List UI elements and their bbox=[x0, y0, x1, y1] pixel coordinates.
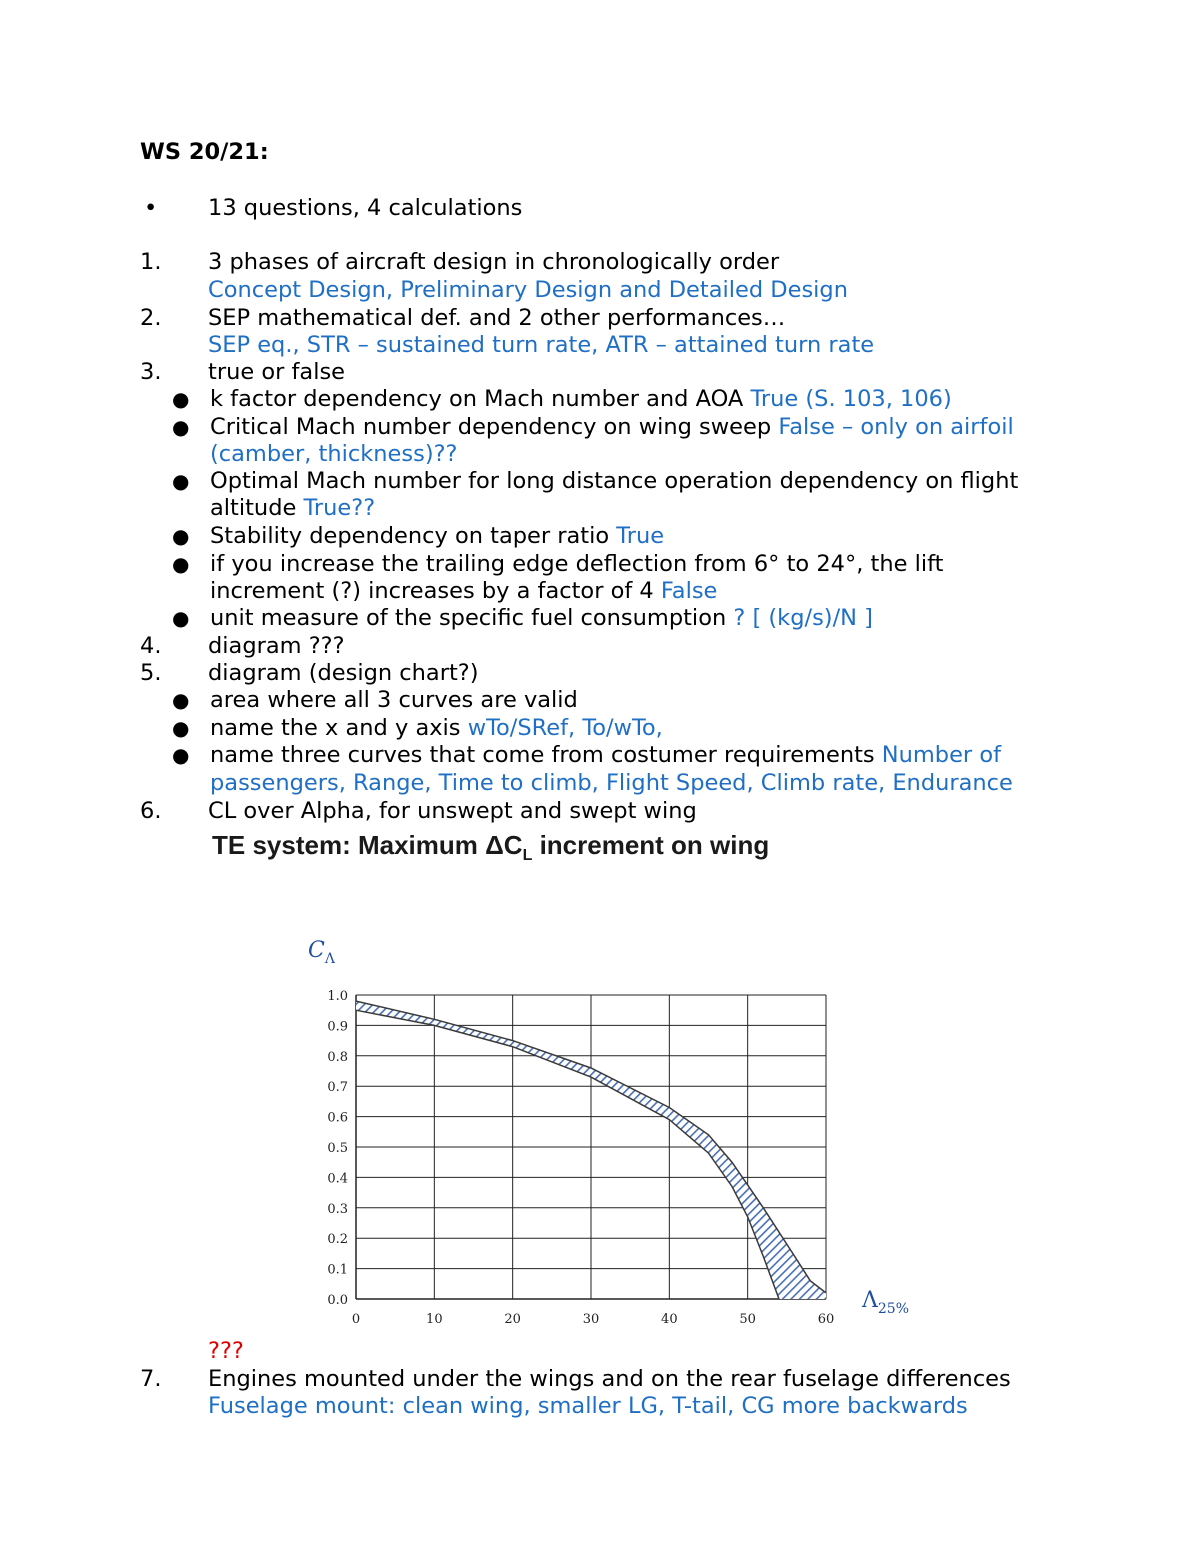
q5-item-1: area where all 3 curves are valid bbox=[210, 687, 578, 713]
chart-x-tick-label: 60 bbox=[817, 1312, 835, 1327]
q1-text: 3 phases of aircraft design in chronologically order bbox=[208, 249, 780, 275]
summary-bullet: • bbox=[144, 195, 158, 221]
chart-y-tick-label: 0.9 bbox=[327, 1019, 348, 1035]
q3-item-5-question: if you increase the trailing edge deflection from 6° to 24°, the lift bbox=[210, 551, 944, 577]
q5-item-3-answer: Number of bbox=[881, 742, 1002, 768]
chart-x-label-main: Λ bbox=[862, 1288, 878, 1313]
q5-item-3 bbox=[210, 741, 1001, 769]
q3-item-4-question: Stability dependency on taper ratio bbox=[210, 523, 617, 549]
chart-y-label-main: C bbox=[308, 938, 325, 963]
chart-x-tick-label: 20 bbox=[504, 1312, 521, 1327]
bullet-icon: ● bbox=[172, 688, 190, 712]
chart-y-tick-label: 0.4 bbox=[327, 1171, 348, 1187]
chart-x-tick-label: 0 bbox=[351, 1312, 361, 1327]
q6-text: CL over Alpha, for unswept and swept wing bbox=[208, 798, 697, 824]
chart-y-tick-label: 0.7 bbox=[327, 1080, 348, 1096]
chart-y-label bbox=[308, 938, 336, 967]
q7-number: 7. bbox=[140, 1366, 162, 1392]
q3-item-6 bbox=[210, 604, 873, 632]
bullet-icon: ● bbox=[172, 469, 190, 493]
q3-item-6-question: unit measure of the specific fuel consumption bbox=[210, 605, 734, 631]
q6-answer: ??? bbox=[208, 1338, 244, 1364]
page-heading: WS 20/21: bbox=[140, 139, 269, 165]
q7-answer: Fuselage mount: clean wing, smaller LG, T-tail, CG more backwards bbox=[208, 1393, 968, 1419]
q3-item-5-question-cont: increment (?) increases by a factor of 4 bbox=[210, 578, 661, 604]
chart-x-tick-label: 10 bbox=[426, 1312, 443, 1327]
bullet-icon: ● bbox=[172, 743, 190, 767]
chart-y-tick-label: 0.3 bbox=[327, 1201, 348, 1217]
chart-y-tick-label: 0.0 bbox=[327, 1293, 348, 1308]
q5-item-3-question: name three curves that come from costumer requirements bbox=[210, 742, 882, 768]
q3-item-2-answer: False – only on airfoil bbox=[778, 414, 1014, 440]
chart-y-label-sub: Λ bbox=[324, 951, 335, 967]
bullet-icon: ● bbox=[172, 387, 190, 411]
q3-item-6-answer: ? [ (kg/s)/N ] bbox=[733, 605, 873, 631]
q5-item-2-question: name the x and y axis bbox=[210, 715, 468, 741]
bullet-icon: ● bbox=[172, 524, 190, 548]
chart-x-tick-label: 50 bbox=[739, 1312, 756, 1327]
chart-x-label-sub: 25% bbox=[877, 1301, 910, 1317]
q3-item-4 bbox=[210, 522, 664, 550]
q5-item-2 bbox=[210, 714, 663, 742]
bullet-icon: ● bbox=[172, 606, 190, 630]
q5-text: diagram (design chart?) bbox=[208, 660, 479, 686]
q3-item-1-question: k factor dependency on Mach number and AOA bbox=[210, 386, 751, 412]
q3-item-3-cont bbox=[210, 494, 375, 522]
q3-text: true or false bbox=[208, 359, 346, 385]
q3-item-5-answer: False bbox=[660, 578, 718, 604]
q1-answer: Concept Design, Preliminary Design and Detailed Design bbox=[208, 277, 848, 303]
chart-title-sub: L bbox=[522, 847, 533, 865]
q2-text: SEP mathematical def. and 2 other performances… bbox=[208, 305, 786, 331]
sweep-chart bbox=[290, 925, 950, 1335]
q2-answer: SEP eq., STR – sustained turn rate, ATR – attained turn rate bbox=[208, 332, 875, 358]
q3-item-2-question: Critical Mach number dependency on wing sweep bbox=[210, 414, 779, 440]
q3-item-4-answer: True bbox=[616, 523, 665, 549]
bullet-icon: ● bbox=[172, 415, 190, 439]
summary-text: 13 questions, 4 calculations bbox=[208, 195, 523, 221]
chart-x-tick-label: 30 bbox=[582, 1312, 600, 1327]
q6-number: 6. bbox=[140, 798, 162, 824]
q3-item-5-cont bbox=[210, 577, 717, 605]
q3-item-2 bbox=[210, 413, 1014, 441]
chart-title-rest: increment on wing bbox=[532, 830, 770, 860]
chart-x-tick-label: 40 bbox=[661, 1312, 678, 1327]
q5-item-2-answer: wTo/SRef, To/wTo, bbox=[467, 715, 663, 741]
chart-y-tick-label: 1.0 bbox=[327, 989, 348, 1004]
bullet-icon: ● bbox=[172, 716, 190, 740]
q7-text: Engines mounted under the wings and on the rear fuselage differences bbox=[208, 1366, 1011, 1392]
q4-number: 4. bbox=[140, 633, 162, 659]
chart-x-label bbox=[861, 1288, 909, 1317]
q3-item-1-answer: True (S. 103, 106) bbox=[750, 386, 952, 412]
q5-number: 5. bbox=[140, 660, 162, 686]
q3-item-3-question-cont: altitude bbox=[210, 495, 304, 521]
q3-number: 3. bbox=[140, 359, 162, 385]
chart-y-tick-label: 0.8 bbox=[327, 1049, 348, 1065]
q3-item-1 bbox=[210, 385, 952, 413]
q4-text: diagram ??? bbox=[208, 633, 345, 659]
chart-title bbox=[212, 830, 769, 865]
q2-number: 2. bbox=[140, 305, 162, 331]
chart-y-tick-label: 0.1 bbox=[327, 1262, 348, 1278]
q3-item-3-answer: True?? bbox=[303, 495, 376, 521]
chart-y-tick-label: 0.5 bbox=[327, 1141, 348, 1156]
q5-item-3-answer-cont: passengers, Range, Time to climb, Flight Speed, Climb rate, Endurance bbox=[210, 770, 1013, 796]
chart-y-tick-label: 0.6 bbox=[327, 1110, 348, 1126]
chart-y-tick-label: 0.2 bbox=[327, 1232, 348, 1248]
q1-number: 1. bbox=[140, 249, 162, 275]
chart-title-main: TE system: Maximum ΔC bbox=[212, 830, 523, 860]
bullet-icon: ● bbox=[172, 552, 190, 576]
q3-item-2-answer-cont: (camber, thickness)?? bbox=[210, 441, 458, 467]
q3-item-3-question: Optimal Mach number for long distance operation dependency on flight bbox=[210, 468, 1019, 494]
